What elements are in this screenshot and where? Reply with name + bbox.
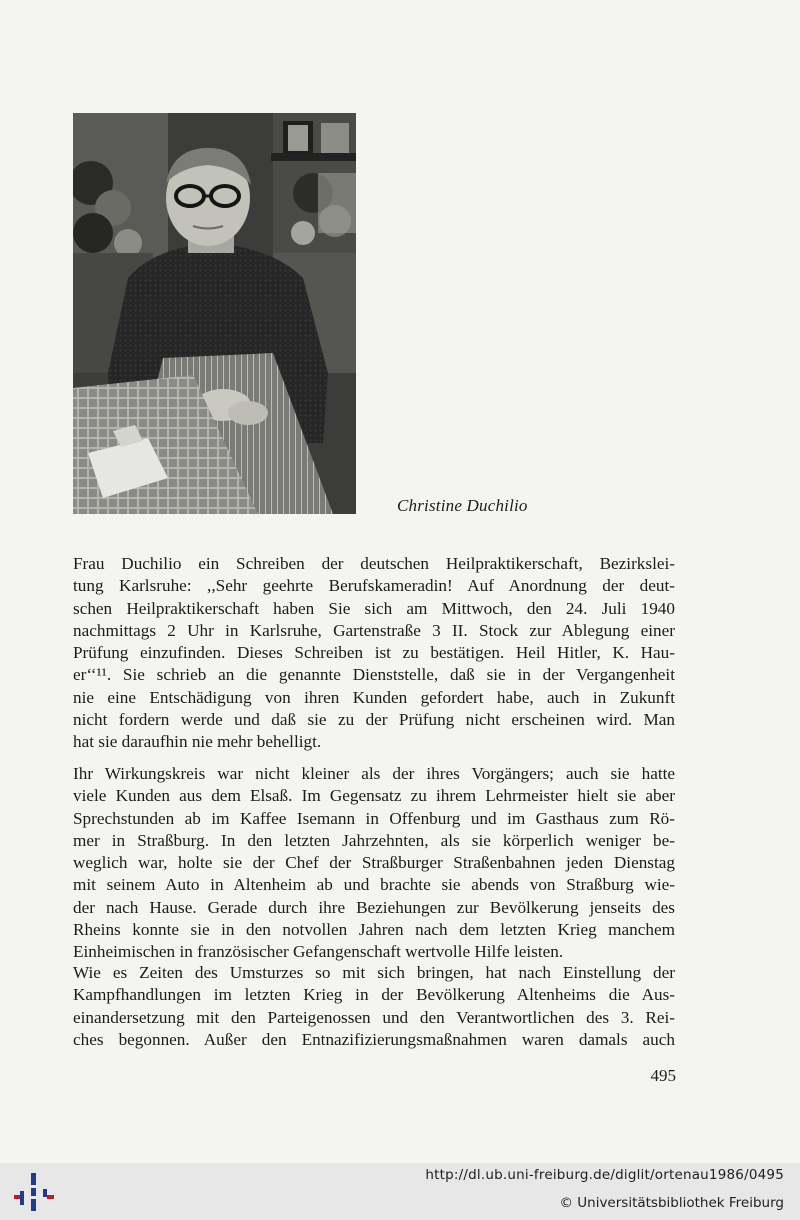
text-line: Ihr Wirkungskreis war nicht kleiner als der ihres Vorgängers; auch sie hatte [73,764,675,783]
text-line: viele Kunden aus dem Elsaß. Im Gegensatz zu ihrem Lehrmeister hielt sie aber [73,786,675,806]
portrait-photo-image [73,113,356,514]
text-line: ches begonnen. Außer den Entnazifizierungsmaßnahmen waren damals auch [73,1029,675,1049]
text-line: einandersetzung mit den Parteigenossen und den Verantwortlichen des 3. Rei- [73,1007,675,1027]
text-line: er‘‘¹¹. Sie schrieb an die genannte Dienststelle, daß sie in der Vergangenheit [73,665,675,685]
text-line: nachmittags 2 Uhr in Karlsruhe, Gartenstraße 3 II. Stock zur Ablegung einer [73,620,675,640]
text-line: Prüfung einzufinden. Dieses Schreiben ist zu bestätigen. Heil Hitler, K. Hau- [73,643,675,663]
text-line: nie eine Entschädigung von ihren Kunden gefordert habe, auch in Zukunft [73,687,675,707]
portrait-photo [73,113,356,514]
text-line: hat sie daraufhin nie mehr behelligt. [73,732,322,752]
footer-copyright: © Universitätsbibliothek Freiburg [559,1195,784,1211]
text-line: Rheins konnte sie in den notvollen Jahren nach dem letzten Krieg manchem [73,920,675,940]
ub-freiburg-logo-icon [14,1171,54,1213]
text-line: nicht fordern werde und daß sie zu der Prüfung nicht erscheinen wird. Man [73,710,675,730]
text-line: weglich war, holte sie der Chef der Straßburger Straßenbahnen jeden Dienstag [73,853,675,873]
text-line: mit seinem Auto in Altenheim ab und brachte sie abends von Straßburg wie- [73,875,675,895]
text-line: Wie es Zeiten des Umsturzes so mit sich bringen, hat nach Einstellung der [73,963,675,982]
paragraph-3 [73,962,675,1051]
text-line: Kampfhandlungen im letzten Krieg in der Bevölkerung Altenheims die Aus- [73,985,675,1005]
paragraph-2 [73,763,675,964]
text-line: Einheimischen in französischer Gefangenschaft wertvolle Hilfe leisten. [73,942,564,962]
text-line: tung Karlsruhe: ,,Sehr geehrte Berufskameradin! Auf Anordnung der deut- [73,576,675,596]
paragraph-1 [73,553,675,754]
footer-bar [0,1163,800,1220]
photo-caption: Christine Duchilio [397,496,528,515]
text-line: der nach Hause. Gerade durch ihre Beziehungen zur Bevölkerung jenseits des [73,897,675,917]
page-number: 495 [650,1066,676,1085]
text-line: Frau Duchilio ein Schreiben der deutschen Heilpraktikerschaft, Bezirkslei- [73,554,675,573]
text-line: Sprechstunden ab im Kaffee Isemann in Offenburg und im Gasthaus zum Rö- [73,808,675,828]
text-line: schen Heilpraktikerschaft haben Sie sich am Mittwoch, den 24. Juli 1940 [73,598,675,618]
text-line: mer in Straßburg. In den letzten Jahrzehnten, als sie körperlich weniger be- [73,830,675,850]
footer-url-link[interactable]: http://dl.ub.uni-freiburg.de/diglit/ortenau1986/0495 [425,1167,784,1183]
